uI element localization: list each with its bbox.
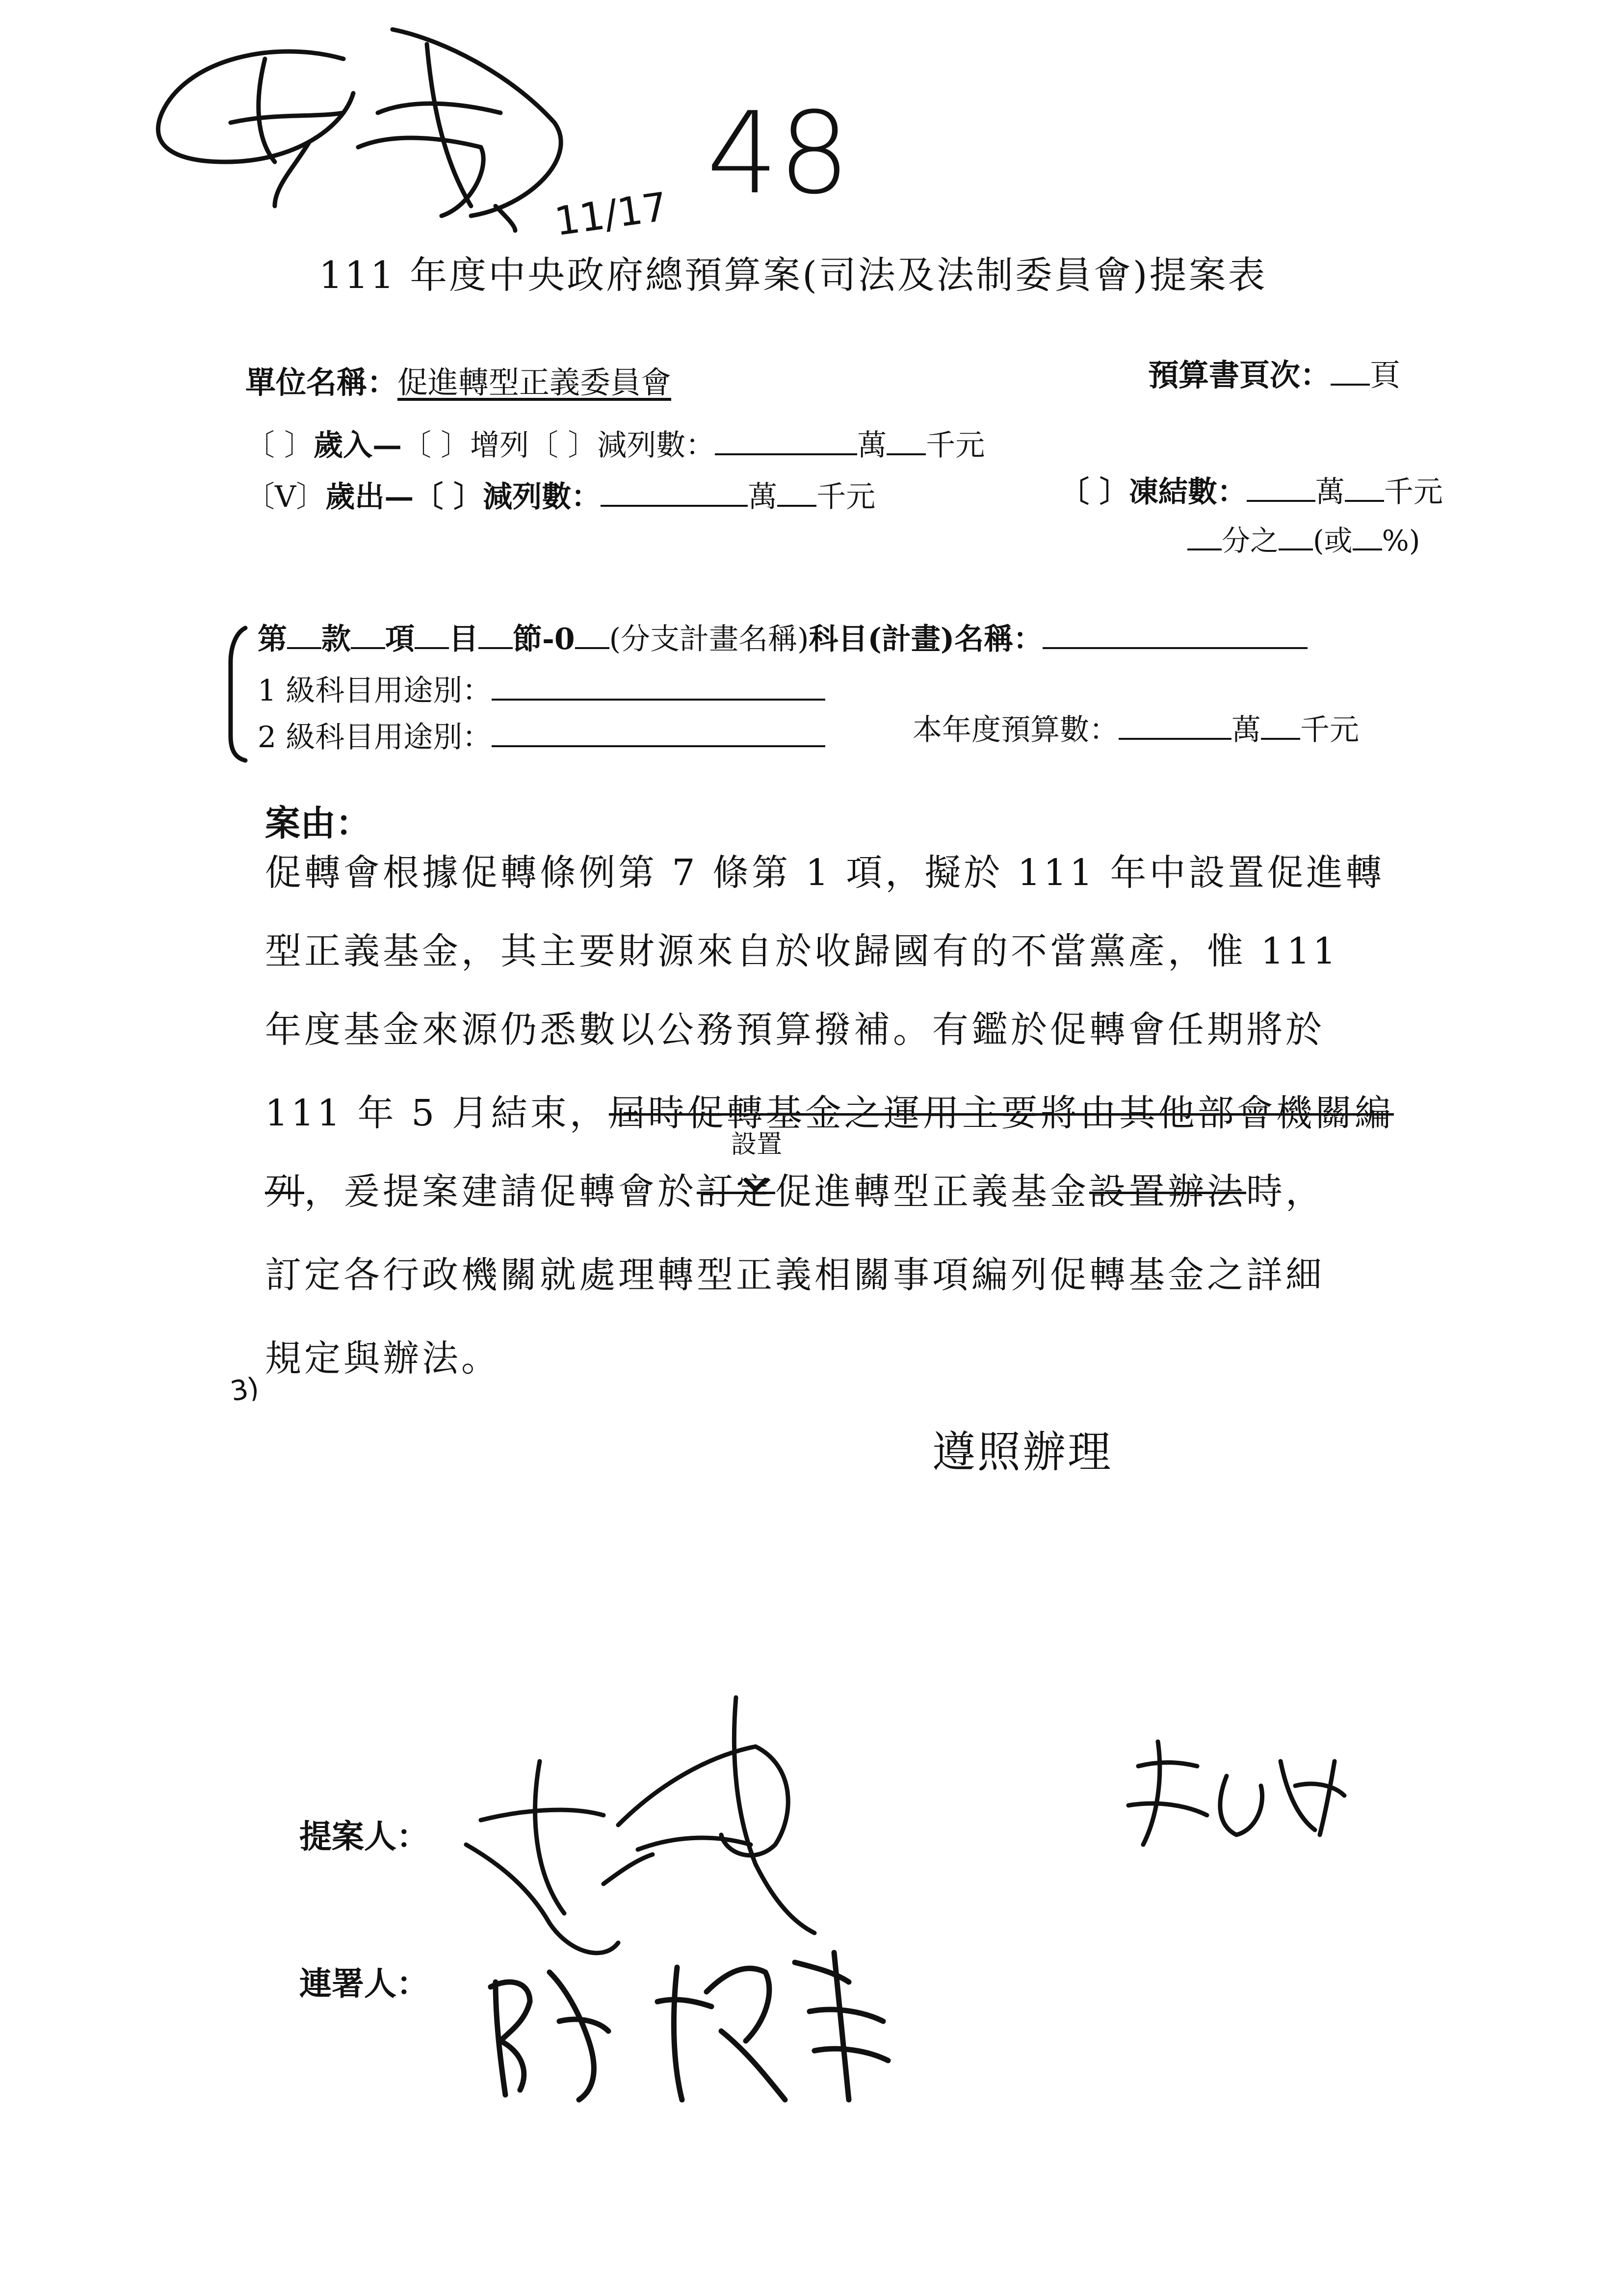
revenue-checkbox: 〔 〕 xyxy=(245,428,314,463)
level2-blank xyxy=(492,716,825,747)
page-number: 48 xyxy=(707,88,850,219)
annual-qian: 千元 xyxy=(1300,713,1359,747)
expense-decrease: 〔 〕減列數： xyxy=(414,480,601,514)
subject-blank-2 xyxy=(351,618,385,649)
case-line-4-struck: 屆時促轉基金之運用主要將由其他部會機關編 xyxy=(608,1092,1394,1134)
fraction-or: (或 xyxy=(1313,524,1353,557)
expense-checkbox: 〔V〕 xyxy=(245,480,326,514)
freeze-blank-2 xyxy=(1345,470,1384,502)
subject-name-label: 科目(計畫)名稱： xyxy=(809,622,1043,656)
handwritten-date: 11/17 xyxy=(551,183,670,245)
unit-value: 促進轉型正義委員會 xyxy=(397,365,672,400)
fraction-pct: %) xyxy=(1382,524,1420,557)
annual-label: 本年度預算數： xyxy=(913,713,1119,747)
case-line-2: 型正義基金，其主要財源來自於收歸國有的不當黨產，惟 111 xyxy=(265,930,1339,972)
case-line-5-text-b: 促進轉型正義基金 xyxy=(775,1171,1089,1213)
level1-row xyxy=(258,667,825,709)
fraction-blank-2 xyxy=(1279,520,1313,550)
expense-label: 歲出— xyxy=(325,480,414,514)
case-line-7: 規定與辦法。 xyxy=(265,1337,500,1380)
freeze-wan: 萬 xyxy=(1315,475,1345,509)
cosigner-label: 連署人： xyxy=(299,1964,429,2003)
cosigner-signature-huang xyxy=(1128,1742,1344,1845)
revenue-row xyxy=(245,422,985,464)
level2-label: 2 級科目用途別： xyxy=(258,720,492,755)
subject-jie: 節-0 xyxy=(513,622,575,656)
annual-wan: 萬 xyxy=(1231,713,1261,747)
expense-blank xyxy=(601,475,748,507)
expense-row xyxy=(245,473,875,516)
case-line-4 xyxy=(265,1084,1394,1136)
level1-label: 1 級科目用途別： xyxy=(258,674,492,708)
proposer-label: 提案人： xyxy=(299,1817,429,1855)
case-line-6: 訂定各行政機關就處理轉型正義相關事項編列促轉基金之詳細 xyxy=(265,1254,1325,1296)
fraction-blank-3 xyxy=(1353,520,1382,550)
revenue-increase: 〔 〕增列 xyxy=(402,428,529,463)
subject-blank-5 xyxy=(575,618,609,649)
revenue-blank-2 xyxy=(887,424,926,455)
subject-mu: 目 xyxy=(449,622,478,656)
case-line-5-text-a: ，爰提案建請促轉會於 xyxy=(304,1171,697,1213)
case-line-5 xyxy=(265,1163,1325,1215)
case-line-5-struck-b: 訂定 xyxy=(697,1171,775,1213)
approval-note: 遵照辦理 xyxy=(932,1427,1113,1477)
subject-row xyxy=(258,616,1308,658)
budget-page-suffix: 頁 xyxy=(1370,357,1401,393)
subject-blank-1 xyxy=(287,618,321,649)
case-line-3: 年度基金來源仍悉數以公務預算撥補。有鑑於促轉會任期將於 xyxy=(265,1009,1325,1051)
subject-bracket xyxy=(231,628,245,760)
case-line-5-struck-a: 列 xyxy=(265,1171,304,1213)
case-heading: 案由： xyxy=(265,802,371,844)
margin-note: 3) xyxy=(228,1371,262,1408)
level1-blank xyxy=(492,669,825,701)
proposer-signature xyxy=(466,1697,814,1953)
freeze-row xyxy=(1060,469,1443,511)
top-signature xyxy=(158,29,561,231)
freeze-qian: 千元 xyxy=(1384,475,1443,509)
annual-blank-2 xyxy=(1261,708,1300,740)
expense-qian: 千元 xyxy=(816,480,876,514)
budget-page-row xyxy=(1148,351,1400,394)
expense-wan: 萬 xyxy=(748,480,778,514)
case-line-1: 促轉會根據促轉條例第 7 條第 1 項，擬於 111 年中設置促進轉 xyxy=(265,852,1385,894)
cosigner-signature-chen xyxy=(491,1953,888,2100)
case-line-5-struck-c: 設置辦法 xyxy=(1089,1171,1246,1213)
revenue-decrease: 〔 〕減列數： xyxy=(529,428,715,463)
expense-blank-2 xyxy=(777,475,816,507)
unit-row xyxy=(245,358,671,402)
revenue-wan: 萬 xyxy=(857,428,887,463)
level2-row xyxy=(258,714,825,756)
form-title: 111 年度中央政府總預算案(司法及法制委員會)提案表 xyxy=(319,253,1267,297)
subject-di: 第 xyxy=(258,622,287,656)
subject-branch: (分支計畫名稱) xyxy=(609,622,809,656)
subject-xiang: 項 xyxy=(385,622,415,656)
budget-page-label: 預算書頁次： xyxy=(1148,357,1331,393)
subject-blank-4 xyxy=(478,618,513,649)
unit-label: 單位名稱： xyxy=(245,365,398,400)
annual-row xyxy=(913,706,1359,749)
revenue-label: 歲入— xyxy=(314,428,402,463)
fraction-mid: 分之 xyxy=(1222,524,1279,557)
revenue-qian: 千元 xyxy=(926,428,985,463)
freeze-blank xyxy=(1247,470,1315,502)
budget-page-blank xyxy=(1331,353,1370,386)
case-line-4-text: 111 年 5 月結束， xyxy=(265,1092,609,1134)
fraction-blank-1 xyxy=(1187,520,1222,550)
subject-kuan: 款 xyxy=(321,622,351,656)
freeze-label: 〔 〕凍結數： xyxy=(1060,475,1247,509)
correction-inserted: 設置 xyxy=(731,1130,783,1159)
subject-name-blank xyxy=(1043,618,1308,649)
case-line-5-text-c: 時， xyxy=(1246,1171,1325,1213)
annual-blank xyxy=(1119,708,1231,740)
fraction-row xyxy=(1187,518,1420,559)
revenue-blank xyxy=(715,424,857,455)
subject-blank-3 xyxy=(415,618,449,649)
